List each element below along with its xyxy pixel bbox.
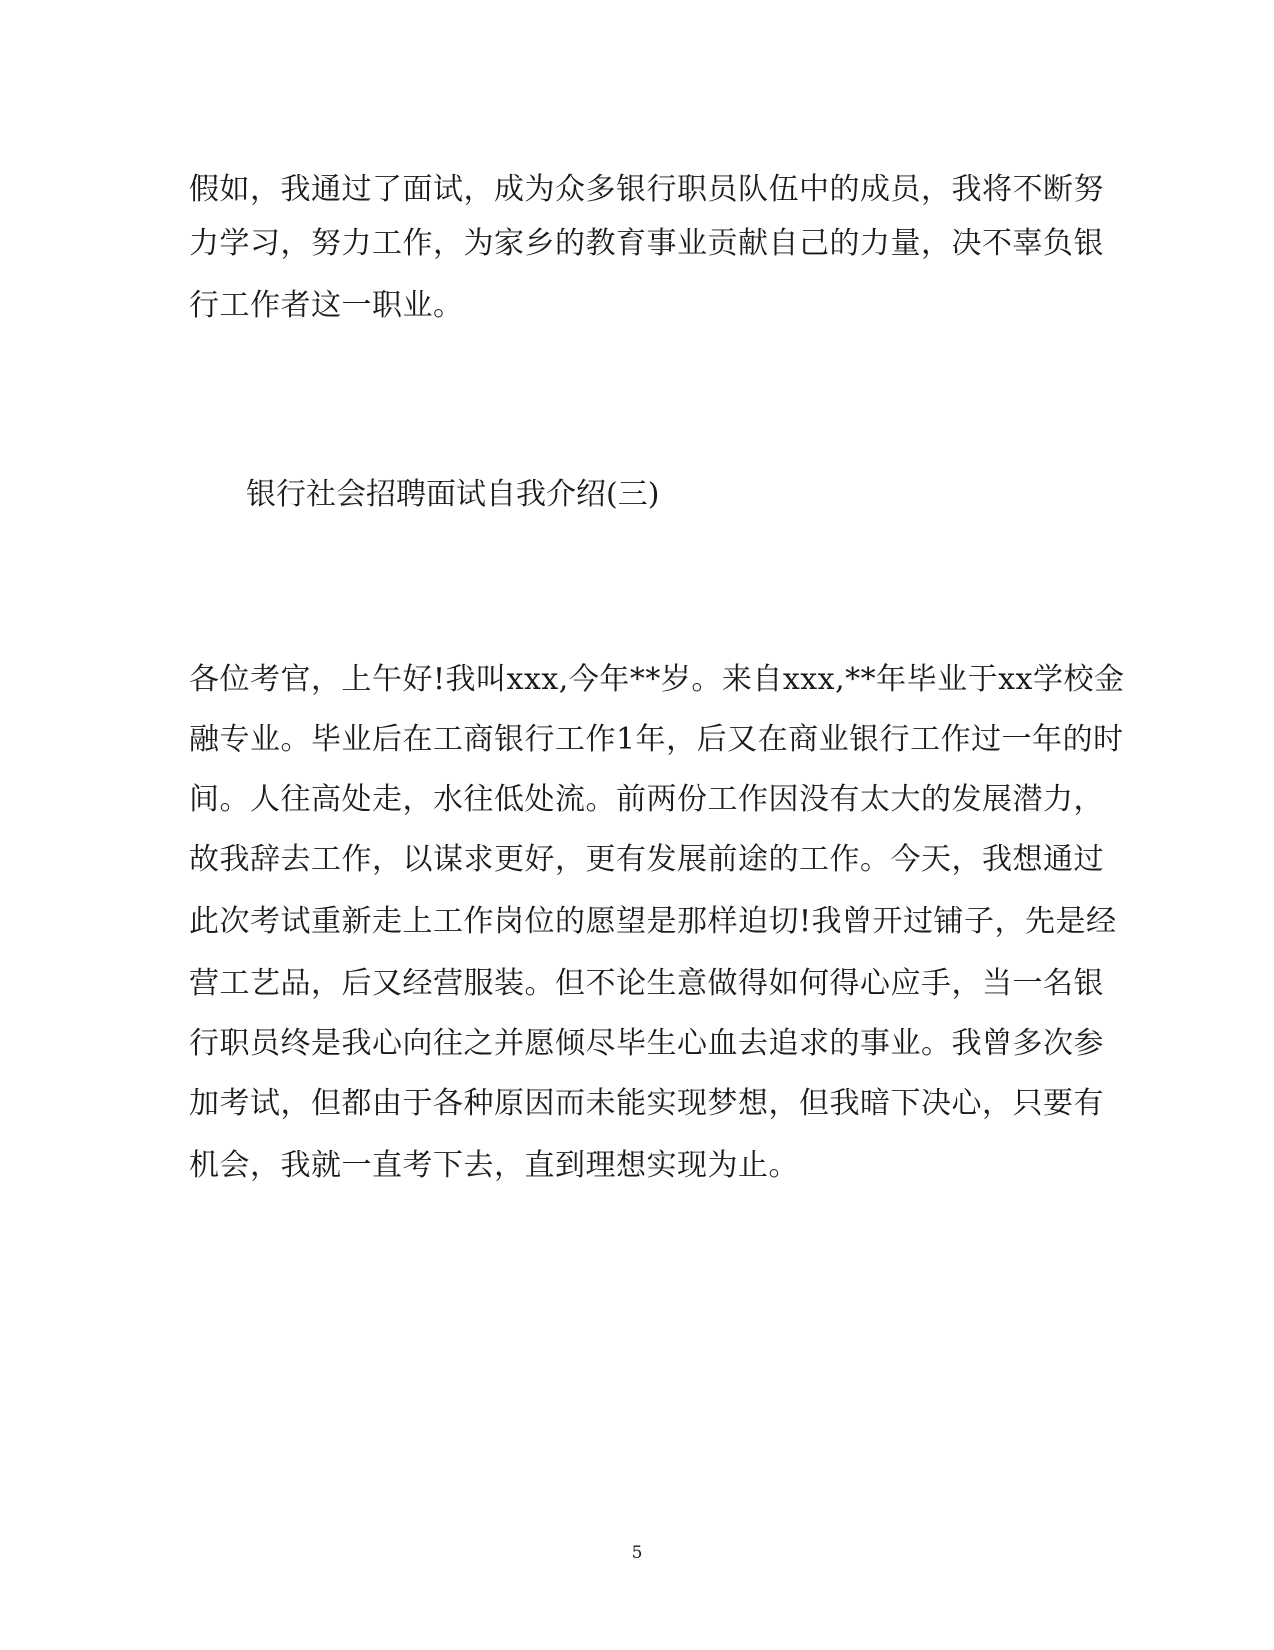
- text-line: 营工艺品，后又经营服装。但不论生意做得如何得心应手，当一名银: [189, 966, 1104, 1001]
- text-line: 各位考官，上午好!我叫xxx,今年**岁。来自xxx,**年毕业于xx学校金: [189, 662, 1125, 697]
- text-line: 间。人往高处走，水往低处流。前两份工作因没有太大的发展潜力，: [189, 782, 1104, 817]
- text-line: 故我辞去工作，以谋求更好，更有发展前途的工作。今天，我想通过: [189, 842, 1104, 877]
- text-line: 融专业。毕业后在工商银行工作1年，后又在商业银行工作过一年的时: [189, 722, 1124, 757]
- text-line: 行工作者这一职业。: [189, 288, 464, 323]
- page-number: 5: [631, 1543, 643, 1563]
- text-line: 机会，我就一直考下去，直到理想实现为止。: [189, 1148, 799, 1183]
- text-line: 假如，我通过了面试，成为众多银行职员队伍中的成员，我将不断努: [189, 172, 1104, 207]
- text-line: 此次考试重新走上工作岗位的愿望是那样迫切!我曾开过铺子，先是经: [189, 904, 1117, 939]
- text-line: 行职员终是我心向往之并愿倾尽毕生心血去追求的事业。我曾多次参: [189, 1026, 1104, 1061]
- text-line: 力学习，努力工作，为家乡的教育事业贡献自己的力量，决不辜负银: [189, 226, 1104, 261]
- section-heading: 银行社会招聘面试自我介绍(三): [246, 477, 660, 512]
- text-line: 加考试，但都由于各种原因而未能实现梦想，但我暗下决心，只要有: [189, 1086, 1104, 1121]
